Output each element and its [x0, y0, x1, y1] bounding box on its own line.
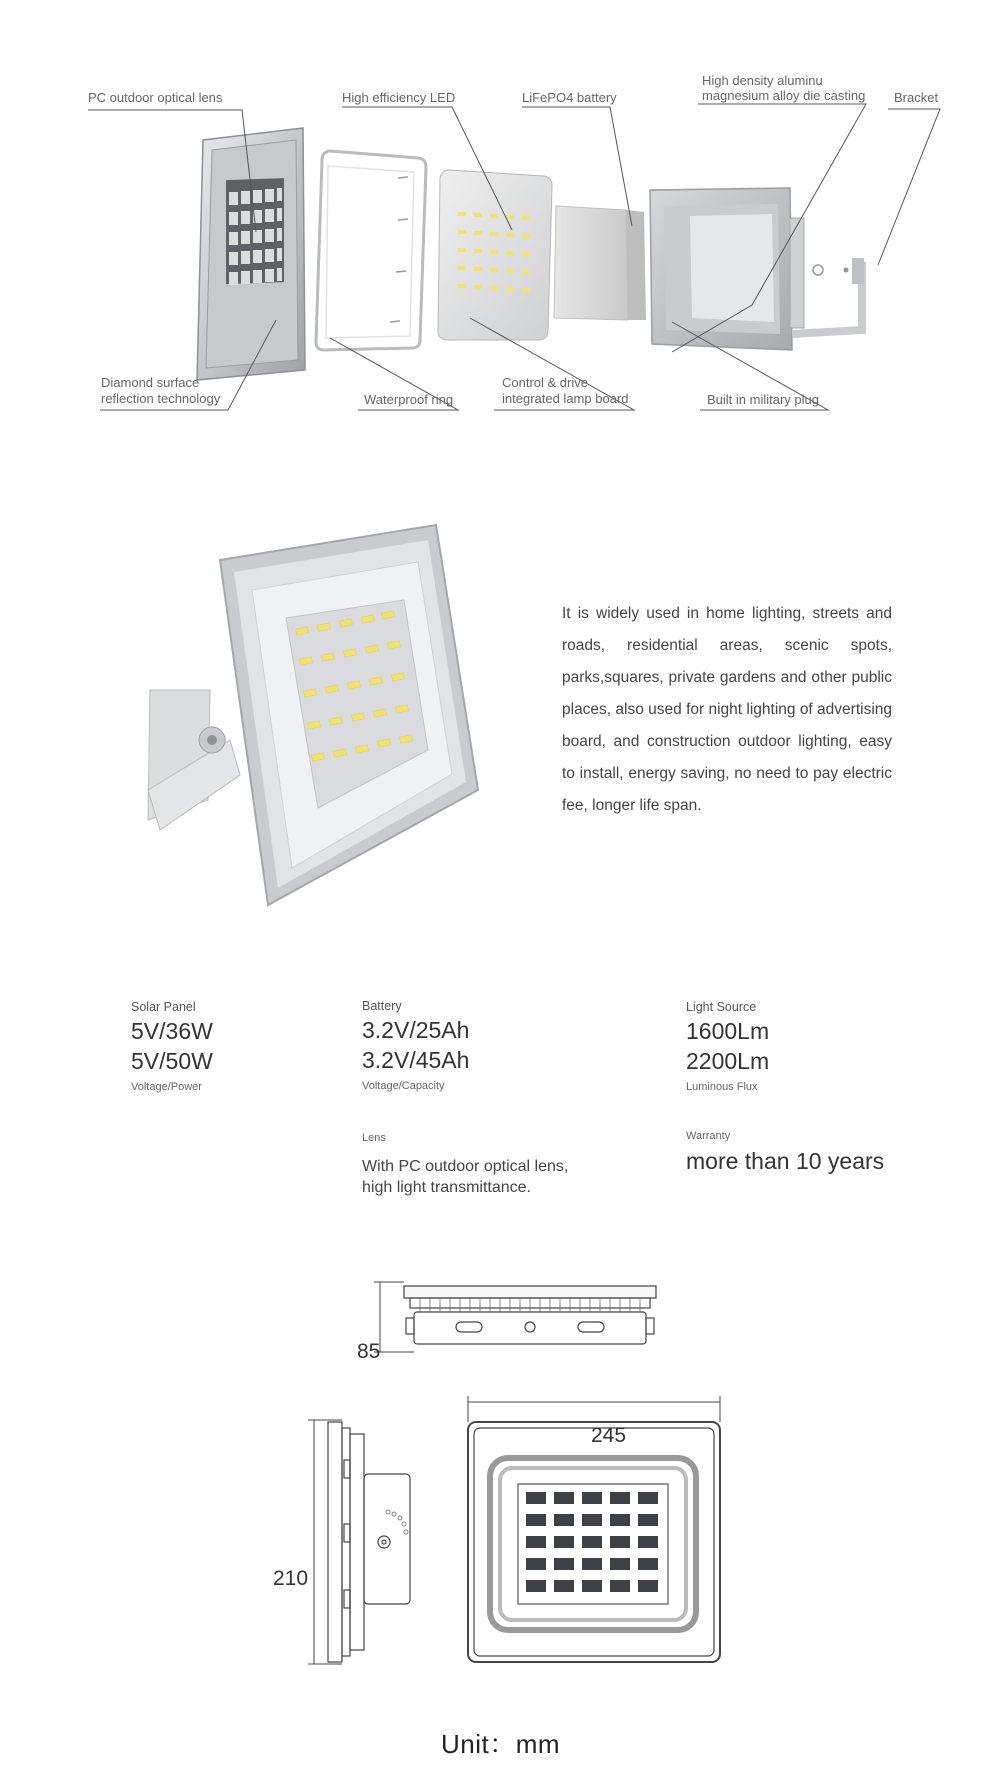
spec-solar-value-1: 5V/36W: [131, 1018, 213, 1044]
spec-battery-label: Battery: [362, 999, 402, 1013]
spec-solar-value-2: 5V/50W: [131, 1048, 213, 1074]
spec-light-label: Light Source: [686, 1000, 757, 1014]
unit-label: Unit：mm: [441, 1729, 561, 1759]
callout-bracket: Bracket: [894, 90, 939, 105]
callout-led: High efficiency LED: [342, 90, 456, 105]
front-view-led-grid: [526, 1492, 658, 1592]
top-view-drawing: [404, 1286, 656, 1344]
product-description: It is widely used in home lighting, streets and roads, residential areas, scenic spots, parks,squares, private gardens and other public places, also used for night lighting of advertising board, and construction outdoor lighting, easy to install, energy saving, no need to pay electric fee, longer life span.: [562, 605, 893, 814]
callout-pc-lens: PC outdoor optical lens: [88, 90, 223, 105]
spec-light-value-1: 1600Lm: [686, 1018, 770, 1044]
floodlight-product-image: [0, 500, 520, 920]
spec-light-sub: Luminous Flux: [686, 1081, 758, 1093]
spec-warranty-label: Warranty: [686, 1130, 731, 1142]
callout-control-line1: Control & drive: [502, 375, 588, 390]
side-view-drawing: [328, 1422, 410, 1662]
battery-block: [554, 206, 646, 320]
callout-casting-line2: magnesium alloy die casting: [702, 88, 866, 103]
exploded-view-illustration: [0, 0, 1000, 430]
spec-lens-label: Lens: [362, 1132, 386, 1144]
callout-diamond-line2: reflection technology: [101, 391, 221, 406]
callout-control-line2: integrated lamp board: [502, 391, 629, 406]
spec-light-value-2: 2200Lm: [686, 1048, 770, 1074]
spec-solar-sub: Voltage/Power: [131, 1081, 202, 1093]
spec-battery-value-1: 3.2V/25Ah: [362, 1017, 470, 1043]
spec-warranty-value: more than 10 years: [686, 1148, 885, 1174]
spec-lens-line-2: high light transmittance.: [362, 1179, 531, 1196]
dimension-width-label: 245: [591, 1424, 627, 1447]
housing-casting: [650, 188, 823, 350]
dimension-depth-label: 85: [357, 1340, 381, 1363]
front-lens-panel: [197, 128, 305, 380]
callout-waterproof: Waterproof ring: [364, 392, 454, 407]
spec-solar-label: Solar Panel: [131, 1000, 196, 1014]
spec-lens-line-1: With PC outdoor optical lens,: [362, 1158, 569, 1175]
callout-battery: LiFePO4 battery: [522, 90, 617, 105]
waterproof-ring: [316, 151, 426, 350]
dimension-height-label: 210: [273, 1567, 309, 1590]
spec-battery-value-2: 3.2V/45Ah: [362, 1047, 470, 1073]
width-dimension-line: [468, 1396, 720, 1422]
spec-battery-sub: Voltage/Capacity: [362, 1080, 445, 1092]
callout-casting-line1: High density aluminu: [702, 73, 823, 88]
exploded-view: [0, 0, 1000, 430]
callout-diamond-line1: Diamond surface: [101, 375, 200, 390]
height-dimension-line: [308, 1420, 342, 1664]
callout-plug: Built in military plug: [707, 392, 819, 407]
dimension-drawing-svg: [0, 1270, 1000, 1690]
